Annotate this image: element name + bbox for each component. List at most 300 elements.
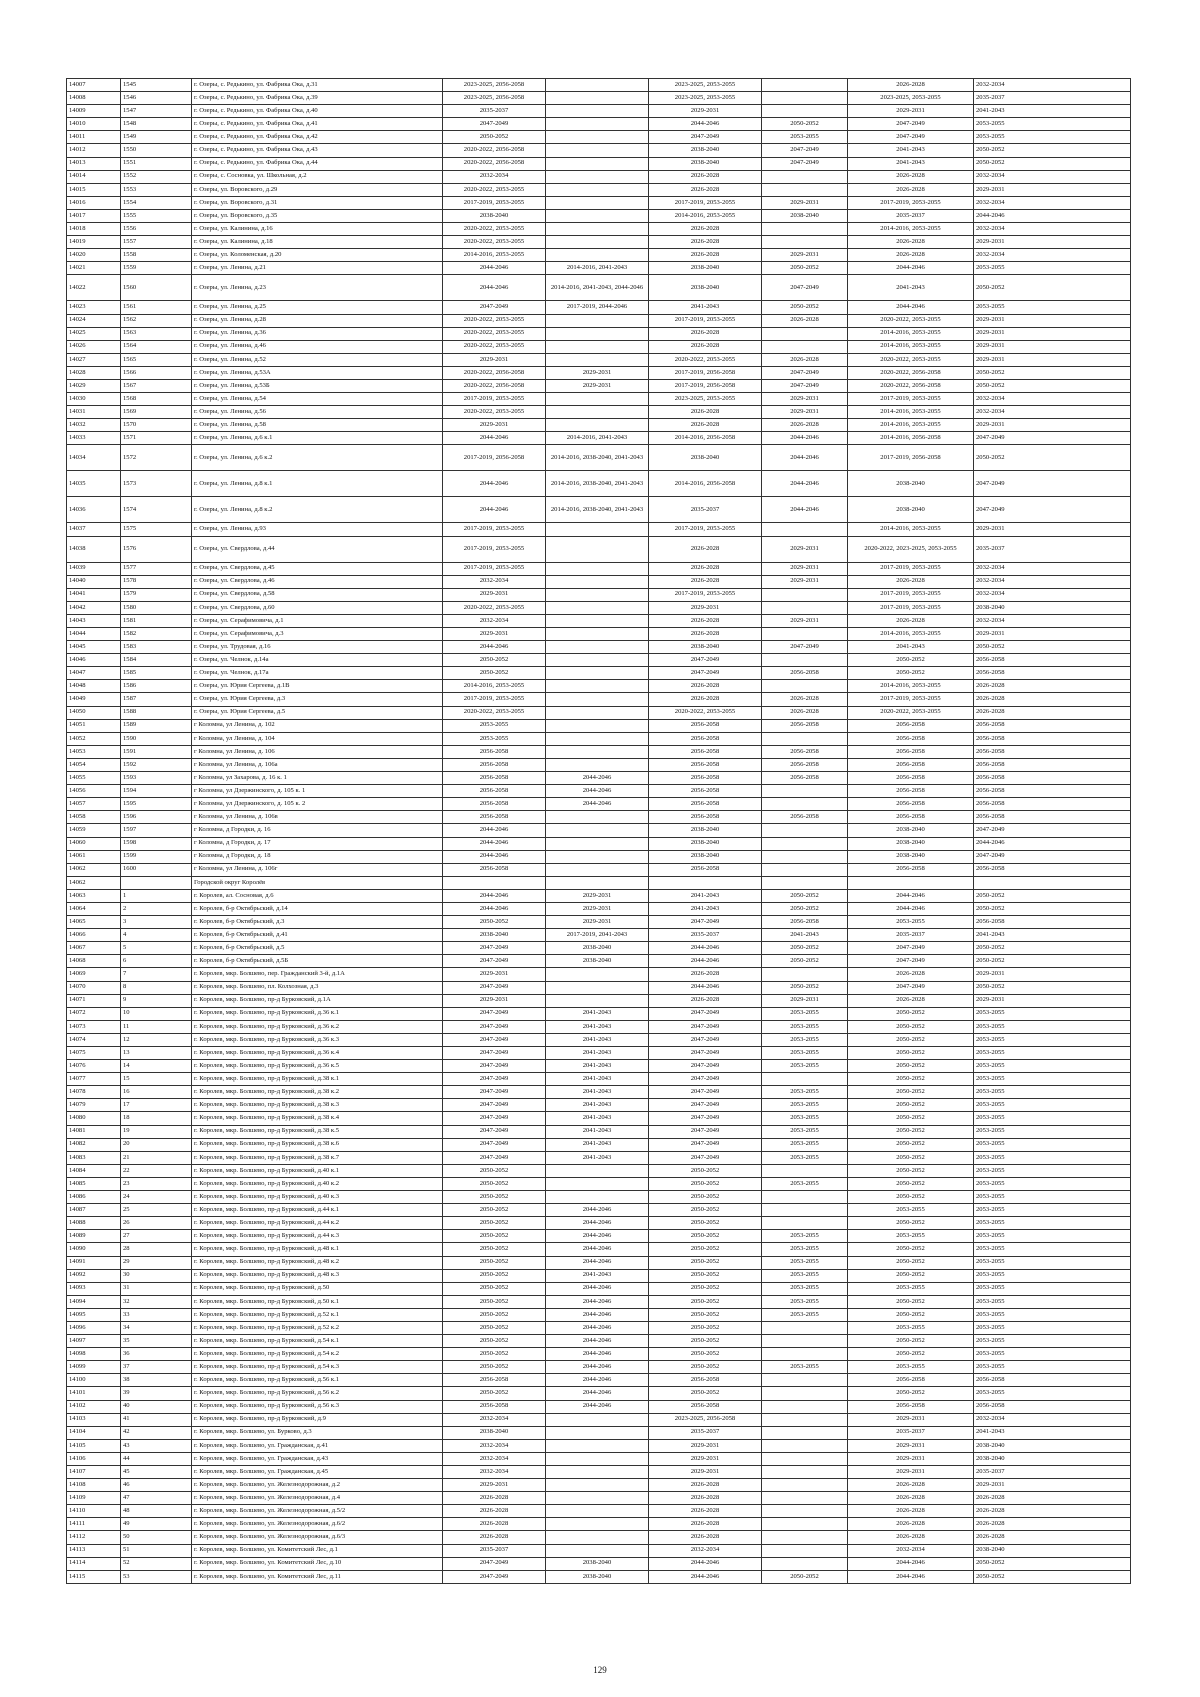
- table-cell: 2056-2058: [762, 916, 848, 929]
- table-cell: 2026-2028: [848, 1531, 974, 1544]
- table-cell: г. Королев, мкр. Болшево, пр-д Бурковский, д.40 к.2: [192, 1177, 443, 1190]
- table-cell: [546, 1413, 649, 1426]
- table-cell: 2053-2055: [974, 1243, 1131, 1256]
- table-row: [67, 1177, 1131, 1190]
- table-row: [67, 916, 1131, 929]
- table-cell: 2029-2031: [443, 994, 546, 1007]
- table-cell: 2050-2052: [649, 1217, 762, 1230]
- table-row: [67, 118, 1131, 131]
- table-cell: [762, 850, 848, 863]
- table-cell: 2026-2028: [649, 223, 762, 236]
- table-cell: 14037: [67, 523, 121, 536]
- table-row: [67, 445, 1131, 471]
- table-cell: 14012: [67, 144, 121, 157]
- table-row: [67, 1164, 1131, 1177]
- table-cell: [546, 393, 649, 406]
- table-cell: 14034: [67, 445, 121, 471]
- table-cell: 2050-2052: [848, 1295, 974, 1308]
- table-cell: 1589: [121, 719, 192, 732]
- table-cell: 2053-2055: [762, 1125, 848, 1138]
- table-cell: г. Озеры, ул. Ленина, д.46: [192, 340, 443, 353]
- table-cell: 2044-2046: [443, 262, 546, 275]
- table-row: [67, 170, 1131, 183]
- table-cell: 2053-2055: [762, 1007, 848, 1020]
- table-row: [67, 680, 1131, 693]
- table-cell: 2053-2055: [762, 1243, 848, 1256]
- table-cell: 2056-2058: [974, 719, 1131, 732]
- table-row: [67, 614, 1131, 627]
- table-cell: 2041-2043: [546, 1047, 649, 1060]
- table-cell: 2050-2052: [649, 1282, 762, 1295]
- table-cell: 2050-2052: [443, 1230, 546, 1243]
- table-cell: 14038: [67, 536, 121, 562]
- table-cell: 2044-2046: [546, 1387, 649, 1400]
- table-cell: 2047-2049: [443, 118, 546, 131]
- table-row: [67, 1204, 1131, 1217]
- table-cell: [546, 92, 649, 105]
- table-cell: 2053-2055: [974, 1204, 1131, 1217]
- table-cell: 2053-2055: [762, 1151, 848, 1164]
- table-cell: 2053-2055: [974, 1295, 1131, 1308]
- table-row: [67, 641, 1131, 654]
- table-cell: 2032-2034: [974, 170, 1131, 183]
- table-cell: 2050-2052: [848, 1099, 974, 1112]
- table-cell: [762, 732, 848, 745]
- table-cell: г. Королев, мкр. Болшево, пр-д Бурковский, д.48 к.3: [192, 1269, 443, 1282]
- table-cell: г. Королев, мкр. Болшево, пр-д Бурковский, д.36 к.1: [192, 1007, 443, 1020]
- document-page: [66, 78, 1130, 1584]
- table-cell: 2056-2058: [649, 745, 762, 758]
- table-cell: 2026-2028: [974, 1492, 1131, 1505]
- table-cell: 32: [121, 1295, 192, 1308]
- table-row: [67, 745, 1131, 758]
- table-row: [67, 379, 1131, 392]
- table-cell: 14106: [67, 1452, 121, 1465]
- table-cell: 1568: [121, 393, 192, 406]
- table-cell: 2041-2043: [546, 1086, 649, 1099]
- table-cell: 1553: [121, 183, 192, 196]
- table-cell: 2050-2052: [762, 262, 848, 275]
- table-cell: 41: [121, 1413, 192, 1426]
- table-cell: 2038-2040: [974, 601, 1131, 614]
- table-cell: 2020-2022, 2023-2025, 2053-2055: [848, 536, 974, 562]
- table-cell: [546, 131, 649, 144]
- table-cell: [762, 1400, 848, 1413]
- table-cell: [546, 1518, 649, 1531]
- table-cell: 2041-2043: [848, 275, 974, 301]
- table-row: [67, 1361, 1131, 1374]
- table-cell: 2041-2043: [974, 929, 1131, 942]
- table-cell: [762, 654, 848, 667]
- table-cell: 14078: [67, 1086, 121, 1099]
- table-cell: 14030: [67, 393, 121, 406]
- table-cell: 14084: [67, 1164, 121, 1177]
- table-cell: 2050-2052: [974, 379, 1131, 392]
- table-cell: 2041-2043: [649, 902, 762, 915]
- table-cell: г. Озеры, ул. Ленина, д.36: [192, 327, 443, 340]
- table-cell: 2029-2031: [974, 183, 1131, 196]
- table-cell: 2047-2049: [848, 131, 974, 144]
- table-cell: 26: [121, 1217, 192, 1230]
- table-cell: [762, 1073, 848, 1086]
- table-cell: 2050-2052: [974, 889, 1131, 902]
- table-cell: 2053-2055: [974, 262, 1131, 275]
- table-cell: 2044-2046: [546, 1335, 649, 1348]
- table-cell: 2032-2034: [443, 614, 546, 627]
- table-cell: 14109: [67, 1492, 121, 1505]
- table-cell: 2056-2058: [974, 745, 1131, 758]
- table-cell: 1561: [121, 301, 192, 314]
- table-cell: г Коломна, ул Ленина, д. 104: [192, 732, 443, 745]
- table-cell: г Коломна, д Городки, д. 16: [192, 824, 443, 837]
- table-cell: 2056-2058: [649, 772, 762, 785]
- table-cell: 1569: [121, 406, 192, 419]
- table-cell: 2047-2049: [649, 654, 762, 667]
- table-cell: 2044-2046: [546, 1374, 649, 1387]
- table-cell: 42: [121, 1426, 192, 1439]
- table-row: [67, 236, 1131, 249]
- table-row: [67, 667, 1131, 680]
- table-cell: 34: [121, 1321, 192, 1334]
- table-cell: 2044-2046: [546, 1256, 649, 1269]
- table-cell: 2020-2022, 2053-2055: [443, 706, 546, 719]
- table-cell: 2038-2040: [649, 824, 762, 837]
- table-cell: 2053-2055: [974, 1230, 1131, 1243]
- table-cell: 2014-2016, 2053-2055: [848, 523, 974, 536]
- table-cell: 2056-2058: [443, 785, 546, 798]
- table-cell: 2053-2055: [974, 1020, 1131, 1033]
- table-cell: 2050-2052: [848, 1086, 974, 1099]
- table-cell: 2050-2052: [443, 1164, 546, 1177]
- table-cell: 2026-2028: [649, 680, 762, 693]
- table-cell: [762, 1505, 848, 1518]
- table-cell: 14091: [67, 1256, 121, 1269]
- table-cell: 1582: [121, 628, 192, 641]
- table-cell: [546, 1452, 649, 1465]
- table-cell: г Коломна, д Городки, д. 18: [192, 850, 443, 863]
- table-cell: 2044-2046: [762, 471, 848, 497]
- table-cell: г. Озеры, ул. Ленина, д.8 к.2: [192, 497, 443, 523]
- table-cell: 14113: [67, 1544, 121, 1557]
- table-cell: [762, 1217, 848, 1230]
- table-cell: 2038-2040: [649, 850, 762, 863]
- table-cell: 1562: [121, 314, 192, 327]
- table-cell: 14100: [67, 1374, 121, 1387]
- table-cell: 2032-2034: [443, 1413, 546, 1426]
- table-cell: 1597: [121, 824, 192, 837]
- table-cell: 2026-2028: [649, 628, 762, 641]
- table-cell: 2020-2022, 2053-2055: [649, 706, 762, 719]
- table-cell: 14047: [67, 667, 121, 680]
- table-cell: 2: [121, 902, 192, 915]
- table-cell: 2038-2040: [649, 144, 762, 157]
- table-cell: 14041: [67, 588, 121, 601]
- table-cell: [546, 968, 649, 981]
- table-cell: [762, 1439, 848, 1452]
- table-row: [67, 1439, 1131, 1452]
- table-cell: 2047-2049: [974, 471, 1131, 497]
- table-cell: 2026-2028: [649, 419, 762, 432]
- table-cell: 2050-2052: [762, 942, 848, 955]
- table-cell: г. Королев, мкр. Болшево, ул. Гражданская, д.43: [192, 1452, 443, 1465]
- table-cell: 2056-2058: [649, 758, 762, 771]
- table-cell: 2050-2052: [443, 1361, 546, 1374]
- table-cell: 2044-2046: [443, 471, 546, 497]
- table-cell: 2029-2031: [762, 575, 848, 588]
- table-cell: 2014-2016, 2053-2055: [848, 419, 974, 432]
- table-row: [67, 654, 1131, 667]
- table-cell: г. Озеры, ул. Свердлова, д.45: [192, 562, 443, 575]
- table-cell: 2038-2040: [443, 1426, 546, 1439]
- table-cell: 14110: [67, 1505, 121, 1518]
- table-cell: г. Королев, мкр. Болшево, пр-д Бурковский, д.40 к.1: [192, 1164, 443, 1177]
- table-cell: 14083: [67, 1151, 121, 1164]
- table-cell: 2044-2046: [546, 785, 649, 798]
- table-cell: 2053-2055: [974, 1138, 1131, 1151]
- table-cell: 2026-2028: [974, 1518, 1131, 1531]
- table-cell: 2023-2025, 2053-2055: [649, 393, 762, 406]
- table-cell: 2026-2028: [443, 1505, 546, 1518]
- table-cell: 2044-2046: [546, 1282, 649, 1295]
- table-cell: 2026-2028: [974, 1505, 1131, 1518]
- table-row: [67, 1020, 1131, 1033]
- table-cell: 2020-2022, 2053-2055: [443, 327, 546, 340]
- table-cell: 2056-2058: [649, 863, 762, 876]
- table-cell: 2053-2055: [762, 131, 848, 144]
- table-cell: 2026-2028: [649, 1505, 762, 1518]
- table-cell: 2038-2040: [649, 262, 762, 275]
- table-cell: г. Озеры, ул. Юрия Сергеева, д.5: [192, 706, 443, 719]
- table-cell: 2050-2052: [848, 1138, 974, 1151]
- table-cell: [546, 601, 649, 614]
- table-cell: 2053-2055: [974, 1321, 1131, 1334]
- table-cell: 2050-2052: [649, 1361, 762, 1374]
- table-cell: 2047-2049: [443, 1007, 546, 1020]
- table-cell: 14039: [67, 562, 121, 575]
- table-cell: 2029-2031: [443, 588, 546, 601]
- table-cell: 2029-2031: [762, 562, 848, 575]
- table-cell: 15: [121, 1073, 192, 1086]
- table-cell: 14103: [67, 1413, 121, 1426]
- table-cell: 14069: [67, 968, 121, 981]
- table-cell: 1576: [121, 536, 192, 562]
- table-cell: 2047-2049: [649, 1151, 762, 1164]
- table-cell: 1596: [121, 811, 192, 824]
- table-row: [67, 732, 1131, 745]
- table-cell: 2017-2019, 2053-2055: [649, 314, 762, 327]
- table-row: [67, 223, 1131, 236]
- table-cell: 2026-2028: [762, 693, 848, 706]
- table-cell: 2038-2040: [848, 824, 974, 837]
- table-cell: 2026-2028: [848, 968, 974, 981]
- table-cell: [762, 105, 848, 118]
- table-cell: [762, 837, 848, 850]
- table-cell: 2044-2046: [443, 889, 546, 902]
- table-cell: 14076: [67, 1060, 121, 1073]
- table-cell: [762, 1413, 848, 1426]
- table-cell: 2017-2019, 2056-2058: [443, 445, 546, 471]
- table-cell: 2047-2049: [649, 1112, 762, 1125]
- table-cell: 22: [121, 1164, 192, 1177]
- table-cell: 2017-2019, 2044-2046: [546, 301, 649, 314]
- table-cell: 2020-2022, 2053-2055: [443, 314, 546, 327]
- table-cell: 2029-2031: [649, 601, 762, 614]
- table-cell: [762, 1426, 848, 1439]
- table-cell: 1551: [121, 157, 192, 170]
- table-cell: г. Королев, мкр. Болшево, пр-д Бурковский, д.36 к.3: [192, 1033, 443, 1046]
- table-cell: 2038-2040: [546, 1570, 649, 1583]
- table-row: [67, 340, 1131, 353]
- table-row: [67, 1387, 1131, 1400]
- table-cell: 2056-2058: [848, 772, 974, 785]
- table-cell: 2056-2058: [443, 745, 546, 758]
- table-cell: г. Королев, мкр. Болшево, пр-д Бурковский, д.38 к.3: [192, 1099, 443, 1112]
- table-cell: 2053-2055: [974, 1060, 1131, 1073]
- table-cell: 1593: [121, 772, 192, 785]
- table-cell: 2032-2034: [443, 575, 546, 588]
- table-cell: 2047-2049: [443, 1138, 546, 1151]
- table-cell: г Коломна, ул Ленина, д. 106в: [192, 811, 443, 824]
- table-cell: 2050-2052: [762, 1570, 848, 1583]
- table-cell: 1570: [121, 419, 192, 432]
- table-cell: 43: [121, 1439, 192, 1452]
- table-cell: г. Королев, мкр. Болшево, пр-д Бурковский, д.38 к.7: [192, 1151, 443, 1164]
- table-cell: [762, 1531, 848, 1544]
- table-row: [67, 902, 1131, 915]
- table-cell: [546, 223, 649, 236]
- table-cell: 2056-2058: [443, 1374, 546, 1387]
- table-cell: г. Королев, мкр. Болшево, пр-д Бурковский, д.36 к.5: [192, 1060, 443, 1073]
- table-cell: 2041-2043: [546, 1112, 649, 1125]
- table-cell: 14054: [67, 758, 121, 771]
- table-cell: 2053-2055: [848, 1204, 974, 1217]
- table-cell: г. Королев, мкр. Болшево, пр-д Бурковский, д.54 к.3: [192, 1361, 443, 1374]
- table-cell: г. Озеры, ул. Ленина, д.6 к.1: [192, 432, 443, 445]
- table-cell: 2029-2031: [848, 1413, 974, 1426]
- table-cell: 2032-2034: [974, 614, 1131, 627]
- table-cell: 27: [121, 1230, 192, 1243]
- table-cell: 1552: [121, 170, 192, 183]
- table-cell: 14096: [67, 1321, 121, 1334]
- table-cell: 39: [121, 1387, 192, 1400]
- table-cell: 2044-2046: [443, 850, 546, 863]
- table-cell: [762, 1492, 848, 1505]
- table-cell: 2050-2052: [443, 1204, 546, 1217]
- table-cell: г. Королев, мкр. Болшево, пр-д Бурковский, д.50 к.1: [192, 1295, 443, 1308]
- table-cell: 2032-2034: [974, 196, 1131, 209]
- table-cell: 2056-2058: [974, 654, 1131, 667]
- table-cell: 2047-2049: [443, 955, 546, 968]
- table-cell: 2050-2052: [848, 1335, 974, 1348]
- table-cell: 14029: [67, 379, 121, 392]
- table-cell: 2056-2058: [974, 798, 1131, 811]
- table-cell: 1600: [121, 863, 192, 876]
- table-cell: 2047-2049: [443, 981, 546, 994]
- table-row: [67, 1047, 1131, 1060]
- table-cell: г. Озеры, ул. Ленина, д.53А: [192, 366, 443, 379]
- table-cell: 2050-2052: [649, 1230, 762, 1243]
- table-cell: 2044-2046: [443, 497, 546, 523]
- table-cell: г. Озеры, с. Редькино, ул. Фабрика Ока, д.42: [192, 131, 443, 144]
- table-cell: 2029-2031: [974, 353, 1131, 366]
- table-cell: 2029-2031: [848, 105, 974, 118]
- table-cell: г. Озеры, ул. Ленина, д.6 к.2: [192, 445, 443, 471]
- table-cell: 14051: [67, 719, 121, 732]
- table-cell: 2014-2016, 2053-2055: [848, 223, 974, 236]
- table-cell: 2050-2052: [848, 1348, 974, 1361]
- table-cell: 2047-2049: [762, 366, 848, 379]
- table-cell: [546, 406, 649, 419]
- table-cell: 14114: [67, 1557, 121, 1570]
- table-row: [67, 889, 1131, 902]
- table-cell: 2053-2055: [974, 1348, 1131, 1361]
- table-cell: 2053-2055: [974, 1073, 1131, 1086]
- table-cell: 1546: [121, 92, 192, 105]
- table-cell: 2044-2046: [848, 902, 974, 915]
- table-row: [67, 1086, 1131, 1099]
- table-cell: 2017-2019, 2053-2055: [848, 588, 974, 601]
- table-cell: 14098: [67, 1348, 121, 1361]
- table-cell: 2050-2052: [848, 1020, 974, 1033]
- table-row: [67, 419, 1131, 432]
- table-cell: 2050-2052: [974, 942, 1131, 955]
- table-cell: 14089: [67, 1230, 121, 1243]
- table-cell: 2014-2016, 2053-2055: [848, 628, 974, 641]
- table-cell: [546, 1177, 649, 1190]
- table-cell: 1587: [121, 693, 192, 706]
- table-row: [67, 811, 1131, 824]
- table-cell: 49: [121, 1518, 192, 1531]
- table-cell: 2044-2046: [546, 1243, 649, 1256]
- table-cell: 2053-2055: [762, 1269, 848, 1282]
- table-cell: [546, 706, 649, 719]
- table-cell: [546, 1505, 649, 1518]
- table-cell: 14017: [67, 209, 121, 222]
- table-cell: 2029-2031: [649, 1466, 762, 1479]
- table-cell: 2044-2046: [546, 1230, 649, 1243]
- table-cell: г Коломна, д Городки, д. 17: [192, 837, 443, 850]
- table-cell: 14087: [67, 1204, 121, 1217]
- table-cell: 1557: [121, 236, 192, 249]
- table-row: [67, 497, 1131, 523]
- table-cell: 2035-2037: [848, 929, 974, 942]
- table-row: [67, 301, 1131, 314]
- table-row: [67, 1099, 1131, 1112]
- table-cell: г. Озеры, ул. Ленина, д.56: [192, 406, 443, 419]
- table-cell: г. Озеры, ул. Серафимовича, д.3: [192, 628, 443, 641]
- table-cell: 2056-2058: [443, 758, 546, 771]
- table-cell: 2050-2052: [762, 889, 848, 902]
- table-cell: 10: [121, 1007, 192, 1020]
- table-cell: 1547: [121, 105, 192, 118]
- table-cell: 2047-2049: [443, 942, 546, 955]
- table-row: [67, 942, 1131, 955]
- table-cell: [546, 628, 649, 641]
- table-row: [67, 1400, 1131, 1413]
- table-cell: [546, 614, 649, 627]
- table-row: [67, 1321, 1131, 1334]
- table-cell: 1575: [121, 523, 192, 536]
- table-cell: 2029-2031: [546, 379, 649, 392]
- table-cell: 1554: [121, 196, 192, 209]
- table-cell: 14065: [67, 916, 121, 929]
- table-cell: 2035-2037: [649, 929, 762, 942]
- table-cell: 2044-2046: [546, 1295, 649, 1308]
- table-cell: 2026-2028: [649, 249, 762, 262]
- table-cell: [546, 641, 649, 654]
- table-row: [67, 183, 1131, 196]
- table-cell: 1549: [121, 131, 192, 144]
